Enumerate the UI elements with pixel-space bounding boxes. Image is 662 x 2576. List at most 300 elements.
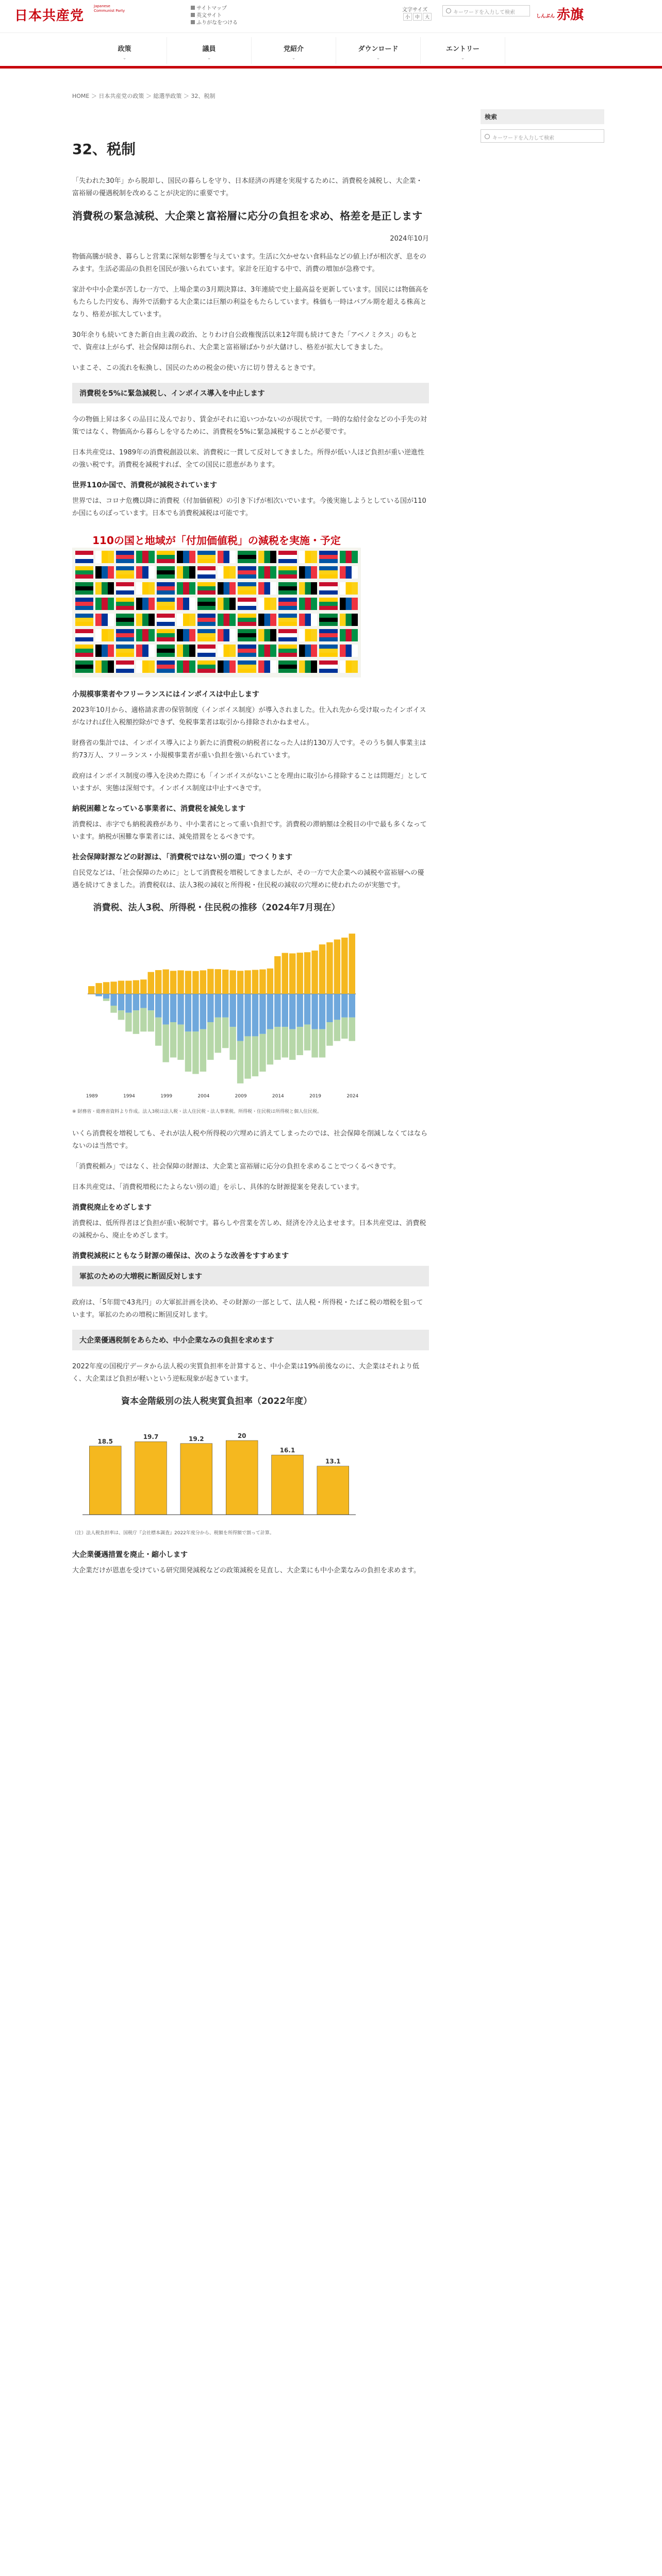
flag-image	[258, 598, 276, 610]
flag-image	[218, 566, 236, 579]
flag-image	[95, 614, 113, 626]
util-link-furigana[interactable]: ふりがなをつける	[191, 20, 238, 27]
bar	[226, 1440, 258, 1515]
flag-image	[95, 582, 113, 595]
flag-image	[75, 660, 93, 673]
chevron-down-icon: ⌄	[207, 56, 211, 61]
paragraph: 政府はインボイス制度の導入を決めた際にも「インボイスがないことを理由に取引から排除することは問題だ」としていますが、実態は深刻です。インボイス制度は中止すべきです。	[72, 772, 427, 792]
bar-consumption-tax	[148, 972, 154, 994]
bar-income-tax	[192, 1031, 198, 1074]
section-heading: 大企業優遇税制をあらため、中小企業なみの負担を求めます	[72, 1330, 429, 1350]
flag-image	[157, 614, 175, 626]
bar-income-tax	[207, 1022, 213, 1060]
flag-image	[258, 645, 276, 657]
nav-item-entry[interactable]: エントリー ⌄	[421, 37, 505, 64]
bar-corporate-tax	[133, 994, 139, 1010]
bar	[180, 1444, 212, 1515]
bar-income-tax	[341, 1018, 347, 1039]
bar-corporate-tax	[237, 994, 243, 1041]
paragraph: いまこそ、この流れを転換し、国民のための税金の使い方に切り替えるときです。	[72, 364, 320, 372]
flag-image	[319, 660, 337, 673]
bar-income-tax	[125, 1013, 131, 1032]
sidebar	[481, 109, 604, 143]
flag-image	[95, 629, 113, 641]
flag-image	[258, 566, 276, 579]
bar-corporate-tax	[155, 994, 161, 1018]
paragraph: 2022年度の国税庁データから法人税の実質負担率を計算すると、中小企業は19%前後なのに、大企業はそれより低く、大企業ほど負担が軽いという逆転現象が起きています。	[72, 1363, 419, 1383]
flag-image	[299, 645, 317, 657]
flag-image	[116, 598, 134, 610]
flag-image	[319, 551, 337, 563]
bar-corporate-tax	[319, 994, 325, 1029]
flags-banner	[72, 528, 361, 677]
flag-image	[75, 566, 93, 579]
flag-image	[340, 614, 358, 626]
bar-consumption-tax	[259, 970, 266, 994]
bar-corporate-tax	[95, 994, 102, 996]
flag-image	[177, 598, 195, 610]
bar-value-label: 13.1	[325, 1458, 341, 1465]
bar-consumption-tax	[110, 981, 117, 994]
logo-text: 日本共産党	[14, 8, 85, 24]
bar-value-label: 16.1	[279, 1447, 295, 1454]
tax-trend-chart	[72, 900, 361, 1115]
flag-image	[75, 582, 93, 595]
bar	[135, 1442, 167, 1515]
flag-image	[238, 566, 256, 579]
sub-heading: 消費税減税にともなう財源の確保は、次のような改善をすすめます	[72, 1252, 289, 1260]
bar-income-tax	[282, 1027, 288, 1057]
bar-consumption-tax	[237, 971, 243, 994]
x-tick-label: 1994	[123, 1094, 135, 1099]
flag-image	[340, 582, 358, 595]
flag-image	[299, 598, 317, 610]
flag-image	[258, 551, 276, 563]
bar	[317, 1466, 349, 1515]
flag-image	[177, 566, 195, 579]
flag-image	[218, 629, 236, 641]
flag-image	[238, 551, 256, 563]
bar-consumption-tax	[282, 953, 288, 994]
bar-consumption-tax	[103, 982, 109, 994]
bar-consumption-tax	[207, 969, 213, 994]
flag-image	[258, 614, 276, 626]
flag-image	[218, 614, 236, 626]
sub-heading: 小規模事業者やフリーランスにはインボイスは中止します	[72, 690, 259, 699]
flag-image	[299, 660, 317, 673]
bar-income-tax	[177, 1025, 184, 1060]
bar-consumption-tax	[311, 951, 318, 994]
nav-accent-bar	[0, 66, 662, 69]
util-link-sitemap[interactable]: サイトマップ	[191, 5, 238, 12]
bar-income-tax	[311, 1029, 318, 1058]
flag-image	[218, 551, 236, 563]
bar-corporate-tax	[170, 994, 176, 1022]
paragraph: 日本共産党は、「消費税増税にたよらない別の道」を示し、具体的な財源提案を発表しています。	[72, 1183, 363, 1191]
paragraph: 大企業だけが恩恵を受けている研究開発減税などの政策減税を見直し、大企業にも中小企業なみの負担を求めます。	[72, 1567, 420, 1574]
flag-image	[197, 582, 216, 595]
bar-income-tax	[244, 1036, 251, 1078]
flag-image	[136, 645, 154, 657]
bar-income-tax	[110, 1006, 117, 1013]
bar-consumption-tax	[326, 942, 333, 994]
akahata-logo: 赤旗	[557, 7, 584, 23]
bar-consumption-tax	[170, 971, 176, 994]
nav-item-download[interactable]: ダウンロード ⌄	[336, 37, 421, 64]
flag-image	[136, 614, 154, 626]
bar	[272, 1455, 304, 1515]
bar-corporate-tax	[334, 994, 340, 1020]
bar-income-tax	[103, 998, 109, 1001]
bar-income-tax	[237, 1041, 243, 1083]
paragraph: 家計や中小企業が苦しむ一方で、上場企業の3月期決算は、3年連続で史上最高益を更新しています。国民には物価高をもたらした円安も、海外で活動する大企業には巨額の利益をもたらしています。株価も一時はバブル期を超える株高となり、格差が拡大しています。	[72, 286, 429, 318]
flag-image	[116, 629, 134, 641]
flag-image	[197, 614, 216, 626]
square-icon	[191, 13, 195, 17]
flag-image	[299, 582, 317, 595]
flag-image	[177, 660, 195, 673]
flag-image	[75, 629, 93, 641]
flag-image	[258, 629, 276, 641]
bar-income-tax	[222, 1018, 228, 1048]
flag-image	[278, 660, 296, 673]
bar-income-tax	[267, 1029, 273, 1065]
flag-image	[197, 598, 216, 610]
square-icon	[191, 20, 195, 24]
bar-corporate-tax	[267, 994, 273, 1029]
chart-title: 資本金階級別の法人税実質負担率（2022年度）	[121, 1396, 312, 1406]
font-size-label: 文字サイズ	[402, 7, 428, 13]
paragraph: 世界では、コロナ危機以降に消費税（付加価値税）の引き下げが相次いでいます。今後実施しようとしている国が110か国にものぼっています。日本でも消費税減税は可能です。	[72, 497, 426, 517]
utility-links	[191, 5, 238, 27]
flag-image	[299, 629, 317, 641]
chevron-down-icon: ⌄	[460, 56, 465, 61]
flag-image	[299, 551, 317, 563]
bar-consumption-tax	[162, 970, 169, 994]
x-tick-label: 1989	[86, 1094, 98, 1099]
bar-corporate-tax	[162, 994, 169, 1024]
bar-corporate-tax	[274, 994, 280, 1027]
bar-consumption-tax	[341, 938, 347, 994]
flag-image	[95, 566, 113, 579]
global-nav	[82, 37, 505, 64]
bar-corporate-tax	[222, 994, 228, 1018]
bar-income-tax	[304, 1025, 310, 1050]
site-header	[0, 0, 662, 33]
bar-income-tax	[133, 1010, 139, 1034]
bar-income-tax	[140, 1008, 146, 1032]
bar-income-tax	[162, 1025, 169, 1062]
flag-image	[197, 551, 216, 563]
flag-image	[177, 614, 195, 626]
bar-consumption-tax	[88, 986, 94, 994]
sub-heading: 消費税廃止をめざします	[72, 1204, 152, 1212]
flag-image	[157, 582, 175, 595]
bar-consumption-tax	[274, 956, 280, 994]
bar-corporate-tax	[282, 994, 288, 1027]
bar-value-label: 20	[237, 1432, 246, 1439]
bar-consumption-tax	[185, 971, 191, 994]
bar-consumption-tax	[289, 954, 295, 994]
section-heading: 消費税を5%に緊急減税し、インボイス導入を中止します	[72, 383, 429, 403]
flag-image	[278, 566, 296, 579]
flag-image	[136, 660, 154, 673]
flag-image	[218, 660, 236, 673]
bar-corporate-tax	[110, 994, 117, 1006]
font-size-control	[402, 5, 432, 21]
x-tick-label: 2004	[197, 1094, 210, 1099]
flag-image	[238, 629, 256, 641]
bar-corporate-tax	[244, 994, 251, 1036]
page-title: 32、税制	[72, 141, 136, 158]
flag-image	[75, 614, 93, 626]
sidebar-heading: 検索	[481, 109, 604, 124]
chart-title: 消費税、法人3税、所得税・住民税の推移（2024年7月現在）	[93, 903, 340, 913]
bar-corporate-tax	[229, 994, 236, 1027]
flag-image	[258, 582, 276, 595]
flag-image	[95, 598, 113, 610]
paragraph: 「消費税頼み」ではなく、社会保障の財源は、大企業と富裕層に応分の負担を求めることでつくるべきです。	[72, 1163, 400, 1171]
bar-consumption-tax	[229, 970, 236, 994]
bar-consumption-tax	[319, 944, 325, 994]
bar-income-tax	[252, 1036, 258, 1076]
bar-income-tax	[215, 1018, 221, 1053]
flag-image	[278, 582, 296, 595]
nav-item-about[interactable]: 党紹介 ⌄	[252, 37, 336, 64]
corporate-tax-chart	[72, 1394, 361, 1537]
util-link-english[interactable]: 英文サイト	[191, 12, 238, 20]
chevron-down-icon: ⌄	[291, 56, 296, 61]
bar-corporate-tax	[215, 994, 221, 1018]
bar-consumption-tax	[296, 953, 303, 994]
bar-income-tax	[296, 1027, 303, 1055]
bar-corporate-tax	[296, 994, 303, 1027]
bar-corporate-tax	[207, 994, 213, 1022]
x-tick-label: 2014	[272, 1094, 284, 1099]
flag-image	[136, 566, 154, 579]
flag-image	[116, 614, 134, 626]
breadcrumb[interactable]: HOME ＞ 日本共産党の政策 ＞ 総選挙政策 ＞ 32、税制	[72, 93, 216, 99]
bar-income-tax	[170, 1022, 176, 1058]
bar-corporate-tax	[177, 994, 184, 1024]
flag-image	[218, 598, 236, 610]
bar-income-tax	[349, 1018, 355, 1041]
bar-corporate-tax	[103, 994, 109, 998]
flag-image	[116, 645, 134, 657]
bar-value-label: 18.5	[97, 1437, 113, 1445]
bar-consumption-tax	[349, 934, 355, 994]
flag-image	[278, 629, 296, 641]
bar-corporate-tax	[148, 994, 154, 1010]
article-body	[72, 175, 429, 1585]
flag-image	[319, 582, 337, 595]
bar-consumption-tax	[95, 983, 102, 994]
paragraph: 消費税は、赤字でも納税義務があり、中小業者にとって重い負担です。消費税の滞納額は全税目の中で最も多くなっています。納税が困難な事業者には、減免措置をとるべきです。	[72, 821, 427, 841]
flag-image	[95, 660, 113, 673]
bar-consumption-tax	[215, 969, 221, 994]
bar-corporate-tax	[200, 994, 206, 1029]
bar-income-tax	[334, 1020, 340, 1041]
chevron-down-icon: ⌄	[122, 56, 127, 61]
flag-grid	[75, 551, 358, 674]
flag-image	[136, 598, 154, 610]
bar-consumption-tax	[177, 970, 184, 994]
flag-image	[75, 551, 93, 563]
flag-image	[116, 582, 134, 595]
paragraph: 自民党などは、「社会保障のために」として消費税を増税してきましたが、その一方で大企業への減税や富裕層への優遇を続けてきました。消費税収は、法人3税の減収と所得税・住民税の減収の穴埋めに使われたのが実態です。	[72, 869, 424, 889]
x-tick-label: 2019	[309, 1094, 322, 1099]
lead-heading: 消費税の緊急減税、大企業と富裕層に応分の負担を求め、格差を是正します	[72, 210, 423, 222]
paragraph: 日本共産党は、1989年の消費税創設以来、消費税に一貫して反対してきました。所得が低い人ほど負担が重い逆進性の強い税です。消費税を減税すれば、全ての国民に恩恵があります。	[72, 449, 425, 469]
sub-heading: 世界110か国で、消費税が減税されています	[72, 481, 217, 489]
paragraph: 政府は、「5年間で43兆円」の大軍拡計画を決め、その財源の一部として、法人税・所得税・たばこ税の増税を狙っています。軍拡のための増税に断固反対します。	[72, 1299, 423, 1319]
flag-image	[319, 614, 337, 626]
x-tick-label: 2024	[346, 1094, 359, 1099]
bar-consumption-tax	[140, 979, 146, 994]
nav-item-members[interactable]: 議員 ⌄	[167, 37, 252, 64]
bar-income-tax	[185, 1031, 191, 1072]
bar-corporate-tax	[311, 994, 318, 1029]
flag-image	[278, 645, 296, 657]
bar-corporate-tax	[140, 994, 146, 1008]
paragraph: 30年余りも続いてきた新自由主義の政治、とりわけ自公政権復活以来12年間も続けてきた「アベノミクス」のもとで、資産は上がらず、社会保障は削られ、大企業と富裕層ばかりが大儲けし、格差が拡大してきました。	[72, 331, 418, 351]
flag-image	[340, 598, 358, 610]
font-size-medium-button[interactable]: 中	[413, 13, 422, 21]
bar-corporate-tax	[118, 994, 124, 1010]
intro-text: 「失われた30年」から脱却し、国民の暮らしを守り、日本経済の再建を実現するために、消費税を減税し、大企業・富裕層の優遇税制を改めることが決定的に重要です。	[72, 177, 423, 197]
flag-image	[319, 566, 337, 579]
bar-income-tax	[229, 1027, 236, 1060]
flag-image	[177, 582, 195, 595]
flag-image	[299, 614, 317, 626]
paragraph: いくら消費税を増税しても、それが法人税や所得税の穴埋めに消えてしまったのでは、社会保障を削減しなくてはならないのは当然です。	[72, 1130, 428, 1150]
bar-value-label: 19.7	[143, 1433, 159, 1441]
flag-image	[340, 645, 358, 657]
bar-consumption-tax	[118, 981, 124, 994]
bar-consumption-tax	[244, 970, 251, 994]
bar-consumption-tax	[155, 970, 161, 994]
flag-image	[299, 566, 317, 579]
font-size-small-button[interactable]: 小	[403, 13, 412, 21]
bar-consumption-tax	[192, 971, 198, 994]
bar-corporate-tax	[349, 994, 355, 1018]
chevron-down-icon: ⌄	[376, 56, 380, 61]
flag-image	[319, 645, 337, 657]
flag-image	[278, 551, 296, 563]
akahata-link[interactable]	[536, 4, 584, 23]
sidebar-search-input[interactable]: キーワードを入力して検索	[481, 129, 604, 143]
flag-image	[278, 614, 296, 626]
x-tick-label: 2009	[235, 1094, 247, 1099]
flag-image	[177, 645, 195, 657]
site-logo[interactable]	[14, 5, 84, 24]
bar-consumption-tax	[222, 970, 228, 994]
chart-note: （注）法人税負担率は、国税庁『会社標本調査』2022年度分から、税額を所得額で割って計算。	[72, 1531, 274, 1536]
flag-image	[136, 582, 154, 595]
bar-consumption-tax	[133, 980, 139, 994]
bar-income-tax	[148, 1010, 154, 1031]
flag-image	[319, 598, 337, 610]
bar-income-tax	[319, 1029, 325, 1058]
flag-image	[75, 598, 93, 610]
tax-trend-chart-svg	[72, 918, 361, 1104]
flag-image	[95, 551, 113, 563]
section-heading: 軍拡のための大増税に断固反対します	[72, 1266, 429, 1286]
bar-income-tax	[155, 1018, 161, 1046]
flag-image	[75, 645, 93, 657]
flag-image	[340, 551, 358, 563]
nav-item-policy[interactable]: 政策 ⌄	[82, 37, 167, 64]
bar-corporate-tax	[304, 994, 310, 1024]
bar-consumption-tax	[304, 952, 310, 994]
flag-image	[157, 629, 175, 641]
bar-consumption-tax	[267, 969, 273, 994]
flag-image	[319, 629, 337, 641]
bar-corporate-tax	[125, 994, 131, 1013]
paragraph: 財務省の集計では、インボイス導入により新たに消費税の納税者になった人は約130万人です。そのうち個人事業主は約73万人、フリーランス・小規模事業者が重い負担を強いられています。	[72, 739, 426, 759]
bar-income-tax	[118, 1010, 124, 1020]
flag-image	[157, 660, 175, 673]
bar-income-tax	[326, 1022, 333, 1046]
paragraph: 今の物価上昇は多くの品目に及んでおり、賃金がそれに追いつかないのが現状です。一時的な給付金などの小手先の対策ではなく、物価高から暮らしを守るために、消費税を5%に緊急減税することが必要です。	[72, 416, 427, 436]
flag-image	[340, 566, 358, 579]
paragraph: 2023年10月から、適格請求書の保管制度（インボイス制度）が導入されました。仕入れ先から受け取ったインボイスがなければ仕入税額控除ができず、免税事業者は取引から排除されかねません。	[72, 706, 426, 726]
flag-image	[238, 614, 256, 626]
bar-income-tax	[274, 1027, 280, 1060]
flag-image	[238, 645, 256, 657]
flag-image	[177, 629, 195, 641]
chart-note: ※ 財務省・総務省資料より作成。法人3税は法人税・法人住民税・法人事業税。所得税・住民税は所得税と個人住民税。	[72, 1109, 322, 1114]
paragraph: 物価高騰が続き、暮らしと営業に深刻な影響を与えています。生活に欠かせない食料品などの値上げが相次ぎ、息をのみます。生活必需品の負担を国民が強いられています。家計を圧迫する中で、消費の増加が急務です。	[72, 253, 426, 273]
logo-subtitle: Japanese Communist Party	[94, 4, 125, 13]
flag-image	[177, 551, 195, 563]
flags-banner-title: 110の国と地域が「付加価値税」の減税を実施・予定	[72, 528, 361, 548]
flag-image	[197, 629, 216, 641]
bar-income-tax	[289, 1029, 295, 1060]
flag-image	[197, 645, 216, 657]
flag-image	[157, 598, 175, 610]
flag-image	[340, 660, 358, 673]
bar-value-label: 19.2	[189, 1435, 204, 1443]
flag-image	[136, 551, 154, 563]
header-search-input[interactable]: キーワードを入力して検索	[442, 5, 530, 16]
flag-image	[157, 551, 175, 563]
paragraph: 消費税は、低所得者ほど負担が重い税制です。暮らしや営業を苦しめ、経済を冷え込ませます。日本共産党は、消費税の減税から、廃止をめざします。	[72, 1219, 426, 1240]
flag-image	[278, 598, 296, 610]
flag-image	[95, 645, 113, 657]
bar-consumption-tax	[252, 970, 258, 994]
bar-consumption-tax	[125, 981, 131, 994]
publish-date: 2024年10月	[390, 235, 429, 243]
corporate-tax-chart-svg	[72, 1412, 361, 1525]
flag-image	[116, 551, 134, 563]
bar-corporate-tax	[289, 994, 295, 1029]
flag-image	[218, 582, 236, 595]
flag-image	[197, 566, 216, 579]
flag-image	[218, 645, 236, 657]
sub-heading: 大企業優遇措置を廃止・縮小します	[72, 1551, 188, 1559]
flag-image	[157, 566, 175, 579]
flag-image	[238, 598, 256, 610]
bar-corporate-tax	[192, 994, 198, 1031]
bar	[89, 1446, 121, 1515]
flag-image	[116, 660, 134, 673]
bar-consumption-tax	[200, 970, 206, 994]
flag-image	[238, 660, 256, 673]
flag-image	[340, 629, 358, 641]
font-size-large-button[interactable]: 大	[423, 13, 432, 21]
bar-consumption-tax	[334, 940, 340, 994]
